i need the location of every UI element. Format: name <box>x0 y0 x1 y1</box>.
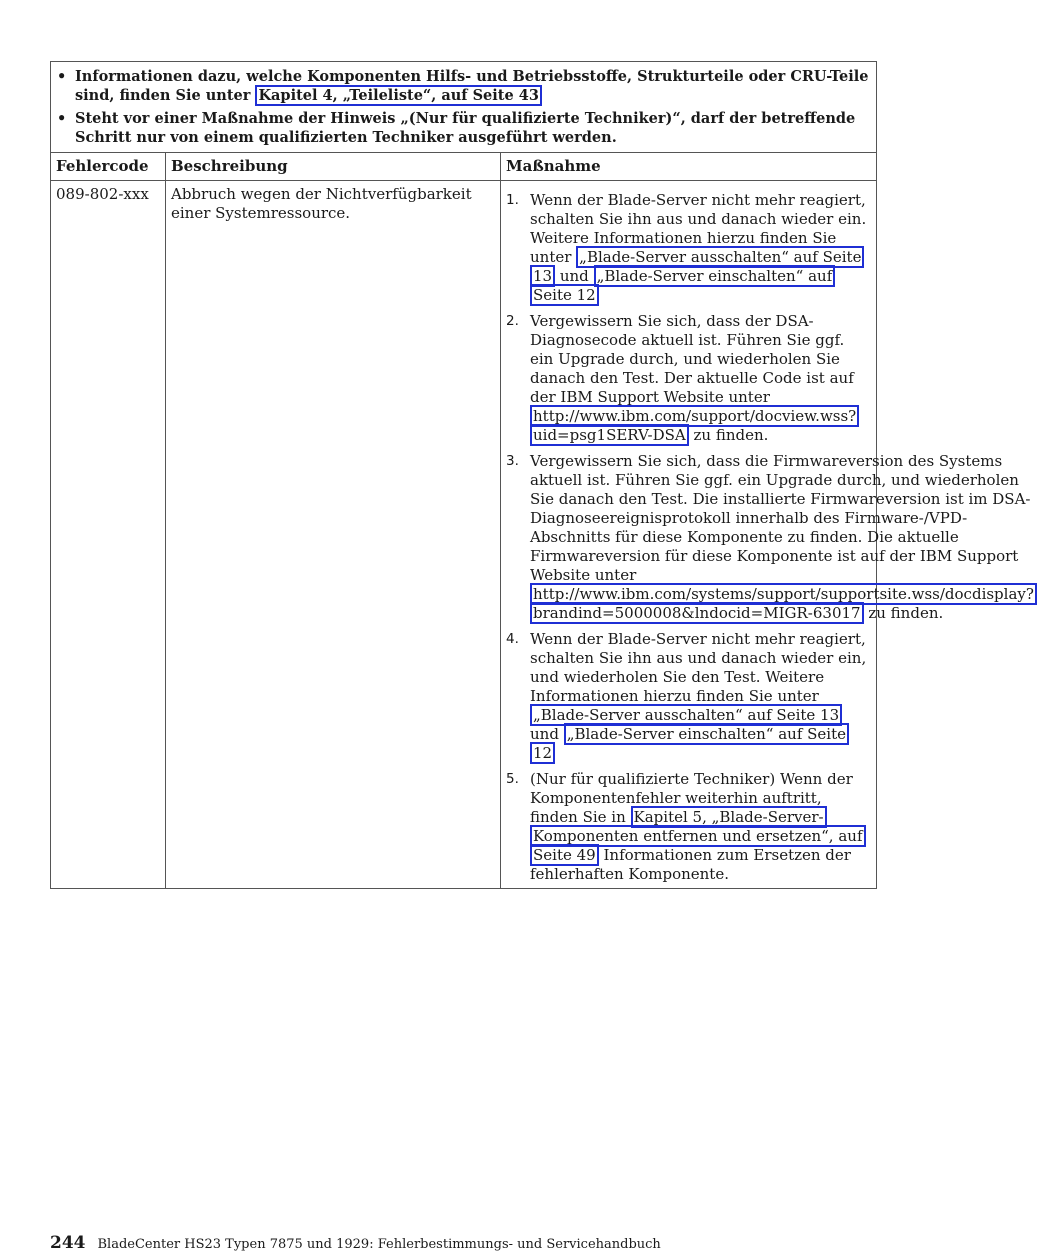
list-item <box>506 191 871 305</box>
document-page <box>50 61 1034 889</box>
step-text <box>530 191 871 305</box>
step-number: 4. <box>506 631 519 647</box>
step-text-part: zu finden. <box>688 426 769 444</box>
step-number: 1. <box>506 192 519 208</box>
cross-reference-link[interactable]: http://www.ibm.com/support/docview.wss?uid=psg1SERV-DSA <box>530 405 859 446</box>
step-text-part: Informationen zum Ersetzen der fehlerhaften Komponente. <box>530 846 851 883</box>
step-text-part: Vergewissern Sie sich, dass der DSA-Diagnosecode aktuell ist. Führen Sie ggf. ein Upgrade durch, und wiederholen Sie danach den Test. Der aktuelle Code ist auf der IBM Support Website unter <box>530 312 854 406</box>
step-text <box>530 452 1037 623</box>
page-footer <box>50 1233 661 1253</box>
chapter-4-link[interactable]: Kapitel 4, „Teileliste“, auf Seite 43 <box>255 85 542 106</box>
cross-reference-link[interactable]: „Blade-Server ausschalten“ auf Seite 13 <box>530 704 842 726</box>
note-item <box>55 67 870 105</box>
bullet-icon: • <box>57 110 67 127</box>
step-text-part: und <box>555 267 594 285</box>
cross-reference-link[interactable]: „Blade-Server einschalten“ auf Seite 12 <box>530 723 849 764</box>
list-item <box>506 770 871 884</box>
header-action: Maßnahme <box>501 153 877 181</box>
note-text <box>75 67 870 105</box>
list-item <box>506 630 871 763</box>
list-item <box>506 312 871 445</box>
step-text-part: Wenn der Blade-Server nicht mehr reagiert, schalten Sie ihn aus und danach wieder ein, und wiederholen Sie den Test. Weitere Informationen hierzu finden Sie unter <box>530 630 867 705</box>
step-number: 2. <box>506 313 519 329</box>
step-text <box>530 312 871 445</box>
page-number: 244 <box>50 1233 86 1253</box>
cross-reference-link[interactable]: Kapitel 5, „Blade-Server-Komponenten entfernen und ersetzen“, auf Seite 49 <box>530 806 866 866</box>
list-item <box>506 452 1034 623</box>
footer-title: BladeCenter HS23 Typen 7875 und 1929: Fehlerbestimmungs- und Servicehandbuch <box>97 1237 661 1252</box>
cross-reference-link[interactable]: „Blade-Server einschalten“ auf Seite 12 <box>530 265 835 306</box>
step-text-part: zu finden. <box>863 604 944 622</box>
action-steps-list <box>506 191 1034 884</box>
header-description: Beschreibung <box>166 153 501 181</box>
step-number: 5. <box>506 771 519 787</box>
error-code-table <box>50 61 1034 889</box>
cross-reference-link[interactable]: „Blade-Server ausschalten“ auf Seite 13 <box>530 246 864 287</box>
note-text: Steht vor einer Maßnahme der Hinweis „(Nur für qualifizierte Techniker)“, darf der betreffende Schritt nur von einem qualifizierten Techniker ausgeführt werden. <box>75 110 856 146</box>
step-text-part: (Nur für qualifizierte Techniker) Wenn der Komponentenfehler weiterhin auftritt, finden Sie in <box>530 770 853 826</box>
step-text <box>530 630 871 763</box>
step-text-part: und <box>530 725 564 743</box>
step-number: 3. <box>506 453 519 469</box>
action-cell <box>501 181 1034 889</box>
step-text-part: Vergewissern Sie sich, dass die Firmwareversion des Systems aktuell ist. Führen Sie ggf. ein Upgrade durch, und wiederholen Sie danach den Test. Die installierte Firmwareversion ist im DSA-Diagnoseereignisprotokoll innerhalb des Firmware-/VPD-Abschnitts für diese Komponente zu finden. Die aktuelle Firmwareversion für diese Komponente ist auf der IBM Support Website unter <box>530 452 1031 584</box>
note-item <box>55 109 870 147</box>
header-error-code: Fehlercode <box>51 153 166 181</box>
step-text <box>530 770 871 884</box>
notes-row <box>51 62 877 153</box>
note-text-part: Informationen dazu, welche Komponenten Hilfs- und Betriebsstoffe, Strukturteile oder CRU-Teile sind, finden Sie unter <box>75 68 869 104</box>
error-code-cell: 089-802-xxx <box>51 181 166 889</box>
step-text-part: Wenn der Blade-Server nicht mehr reagiert, schalten Sie ihn aus und danach wieder ein. Weitere Informationen hierzu finden Sie unter <box>530 191 867 266</box>
table-row <box>51 181 877 889</box>
bullet-icon: • <box>57 68 67 85</box>
header-row <box>51 153 877 181</box>
description-cell: Abbruch wegen der Nichtverfügbarkeit einer Systemressource. <box>166 181 501 889</box>
notes-cell <box>51 62 877 153</box>
cross-reference-link[interactable]: http://www.ibm.com/systems/support/supportsite.wss/docdisplay?brandind=5000008&lndocid=MIGR-63017 <box>530 583 1037 624</box>
